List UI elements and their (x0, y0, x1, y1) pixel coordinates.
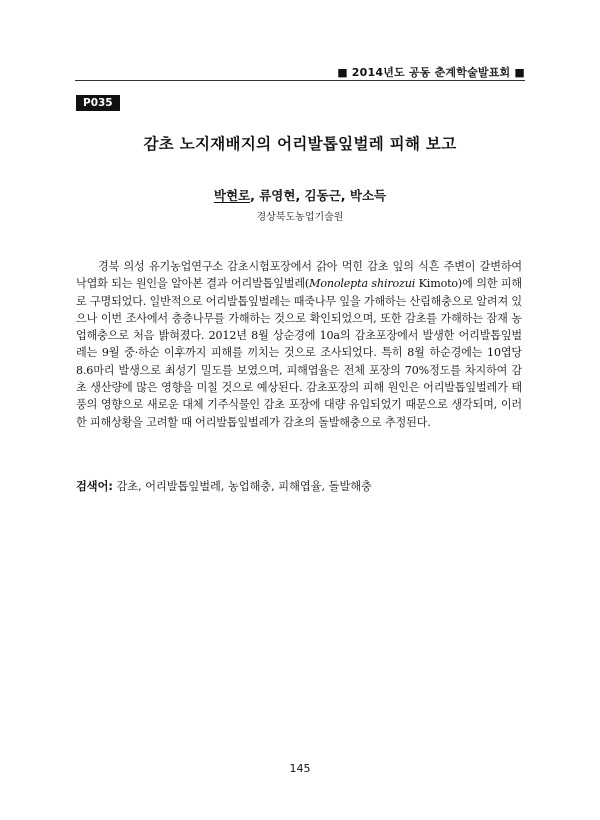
page-number: 145 (289, 762, 311, 775)
paper-code-badge: P035 (76, 95, 120, 111)
keywords-label: 검색어: (76, 480, 113, 493)
paper-title: 감초 노지재배지의 어리발톱잎벌레 피해 보고 (143, 135, 457, 153)
abstract-text-part2: Kimoto)에 의한 피해로 구명되었다. 일반적으로 어리발톱잎벌레는 때죽나무 잎을 가해하는 산림해충으로 알려져 있으나 이번 조사에서 층층나무를 가해하는 것으로 확인되었으며, 또한 감초를 가해하는 잠재 농업해충으로 처음 밝혀졌다. 2012년 8월 상순경에 10a의 감초포장에서 발생한 어리발톱잎벌레는 9월 중·하순 이후까지 피해를 끼치는 것으로 조사되었다. 특히 8월 하순경에는 10엽당 8.6마리 발생으로 최성기 밀도를 보였으며, 피해엽율은 전체 포장의 70%정도를 차지하여 감초 생산량에 많은 영향을 미칠 것으로 예상된다. 감초포장의 피해 원인은 어리발톱잎벌레가 태풍의 영향으로 새로운 대체 기주식물인 감초 포장에 대량 유입되었기 때문으로 생각되며, 이러한 피해상황을 고려할 때 어리발톱잎벌레가 감초의 돌발해충으로 추정된다. (76, 277, 522, 429)
header-rule (75, 80, 525, 81)
presenting-author: 박현로 (213, 188, 251, 203)
species-name: Monolepta shirozui (309, 277, 416, 291)
abstract-body (76, 258, 522, 431)
affiliation: 경상북도농업기술원 (256, 212, 344, 223)
keywords-line (76, 478, 522, 494)
conference-header: ■ 2014년도 공동 춘계학술발표회 ■ (337, 66, 525, 79)
keywords-value: 감초, 어리발톱잎벌레, 농업해충, 피해엽율, 돌발해충 (112, 480, 372, 493)
abstract-text-part1: 경북 의성 유기농업연구소 감초시험포장에서 갉아 먹힌 감초 잎의 식흔 주변이 갈변하여 낙엽화 되는 원인을 알아본 결과 어리발톱잎벌레( (76, 260, 522, 291)
co-authors: , 류영현, 김동근, 박소득 (250, 188, 387, 203)
author-list (75, 186, 525, 204)
